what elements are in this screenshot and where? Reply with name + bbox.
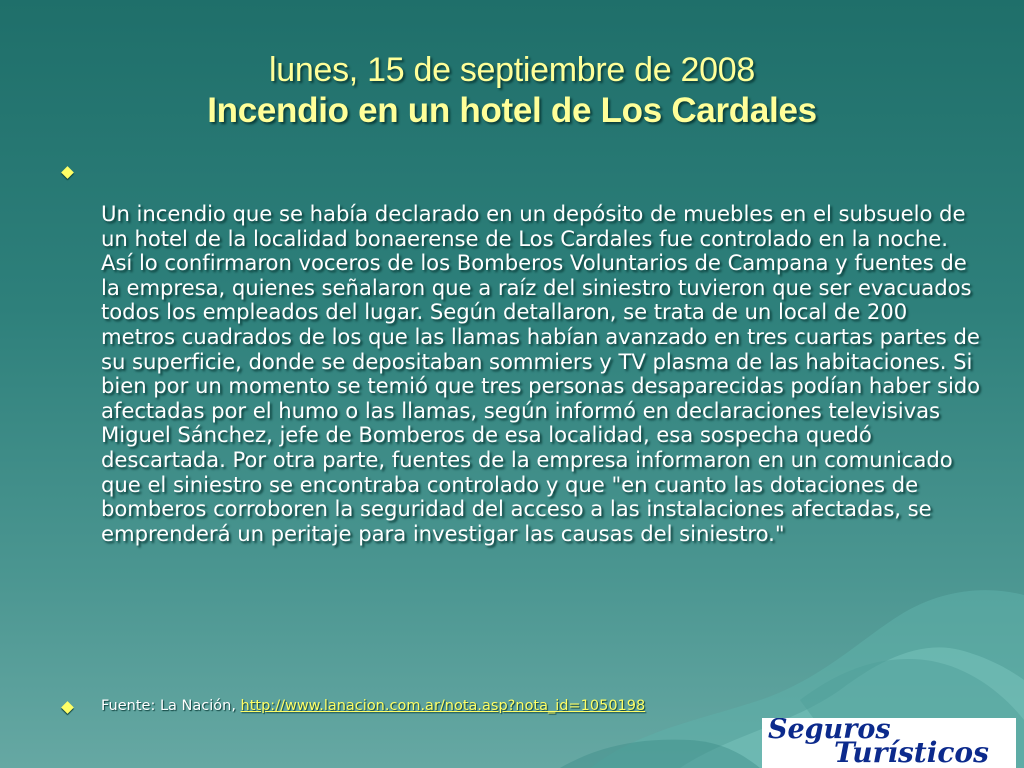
logo-text-turisticos: Turísticos: [834, 736, 989, 768]
logo-text-seguros: Seguros: [768, 718, 891, 745]
slide-title: [0, 50, 1024, 132]
source-link[interactable]: http://www.lanacion.com.ar/nota.asp?nota_id=1050198: [240, 698, 646, 714]
title-headline: Incendio en un hotel de Los Cardales: [207, 91, 817, 130]
title-date: lunes, 15 de septiembre de 2008: [269, 51, 755, 89]
article-paragraph: Un incendio que se había declarado en un depósito de muebles en el subsuelo de un hotel de la localidad bonaerense de Los Cardales fue controlado en la noche. Así lo confirmaron voceros de los Bomberos Voluntarios de Campana y fuentes de la empresa, quienes señalaron que a raíz del siniestro tuvieron que ser evacuados todos los empleados del lugar. Según detallaron, se trata de un local de 200 metros cuadrados de los que las llamas habían avanzado en tres cuartas partes de su superficie, donde se depositaban sommiers y TV plasma de las habitaciones. Si bien por un momento se temió que tres personas desaparecidas podían haber sido afectadas por el humo o las llamas, según informó en declaraciones televisivas Miguel Sánchez, jefe de Bomberos de esa localidad, esa sospecha quedó descartada. Por otra parte, fuentes de la empresa informaron en un comunicado que el siniestro se encontraba controlado y que "en cuanto las dotaciones de bomberos corroboren la seguridad del acceso a las instalaciones afectadas, se emprenderá un peritaje para investigar las causas del siniestro.": [101, 201, 981, 546]
source-citation: [101, 697, 645, 715]
seguros-turisticos-logo: [762, 718, 1016, 768]
source-label: Fuente: La Nación,: [101, 698, 241, 714]
